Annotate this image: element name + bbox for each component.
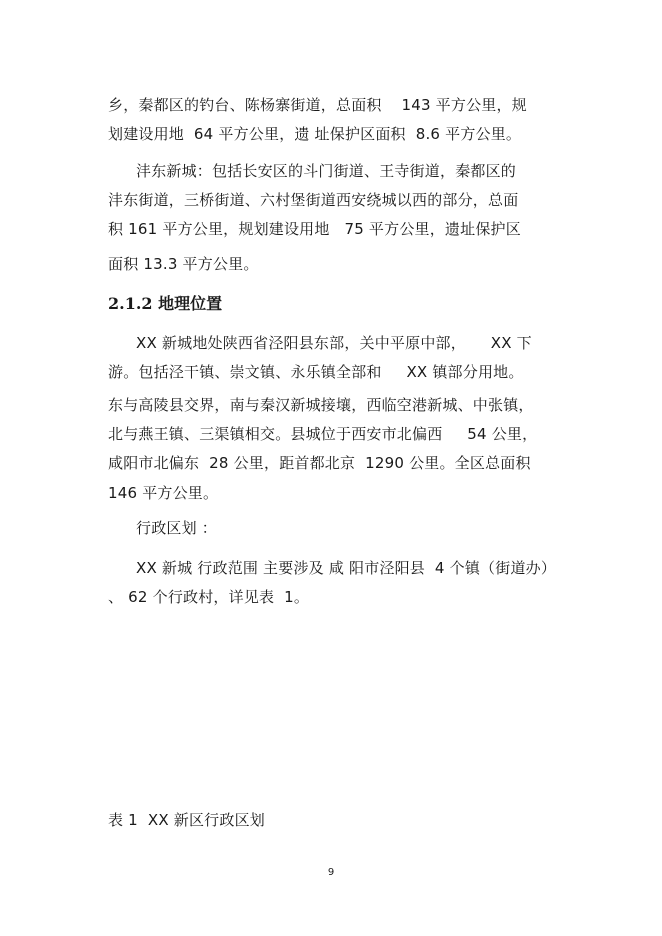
paragraph-line: 沣东街道，三桥街道、六村堡街道西安绕城以西的部分，总面 [108, 191, 519, 209]
paragraph-line: 东与高陵县交界，南与秦汉新城接壤，西临空港新城、中张镇， [108, 396, 534, 414]
table-caption: 表 1 XX 新区行政区划 [108, 811, 265, 829]
paragraph-line: 划建设用地 64 平方公里，遗 址保护区面积 8.6 平方公里。 [108, 125, 522, 143]
page-number: 9 [327, 867, 335, 878]
paragraph-line: 积 161 平方公里，规划建设用地 75 平方公里，遗址保护区 [108, 220, 521, 238]
paragraph-line: 行政区划 ： [136, 519, 217, 537]
paragraph-line: 北与燕王镇、三渠镇相交。县城位于西安市北偏西 54 公里， [108, 425, 538, 443]
paragraph-line: 、 62 个行政村，详见表 1。 [108, 588, 310, 606]
paragraph-line: 游。包括泾干镇、崇文镇、永乐镇全部和 XX 镇部分用地。 [108, 363, 524, 381]
paragraph-line: 咸阳市北偏东 28 公里，距首都北京 1290 公里。全区总面积 [108, 454, 531, 472]
paragraph-line: XX 新城 行政范围 主要涉及 咸 阳市泾阳县 4 个镇（街道办） [136, 559, 557, 577]
paragraph-line: 乡，秦都区的钓台、陈杨寨街道，总面积 143 平方公里，规 [108, 96, 527, 114]
paragraph-line: XX 新城地处陕西省泾阳县东部，关中平原中部， XX 下 [136, 334, 532, 352]
paragraph-line: 146 平方公里。 [108, 484, 219, 502]
section-heading: 2.1.2 地理位置 [108, 294, 223, 313]
paragraph-line: 沣东新城：包括长安区的斗门街道、王寺街道，秦都区的 [136, 162, 517, 180]
paragraph-line: 面积 13.3 平方公里。 [108, 255, 259, 273]
